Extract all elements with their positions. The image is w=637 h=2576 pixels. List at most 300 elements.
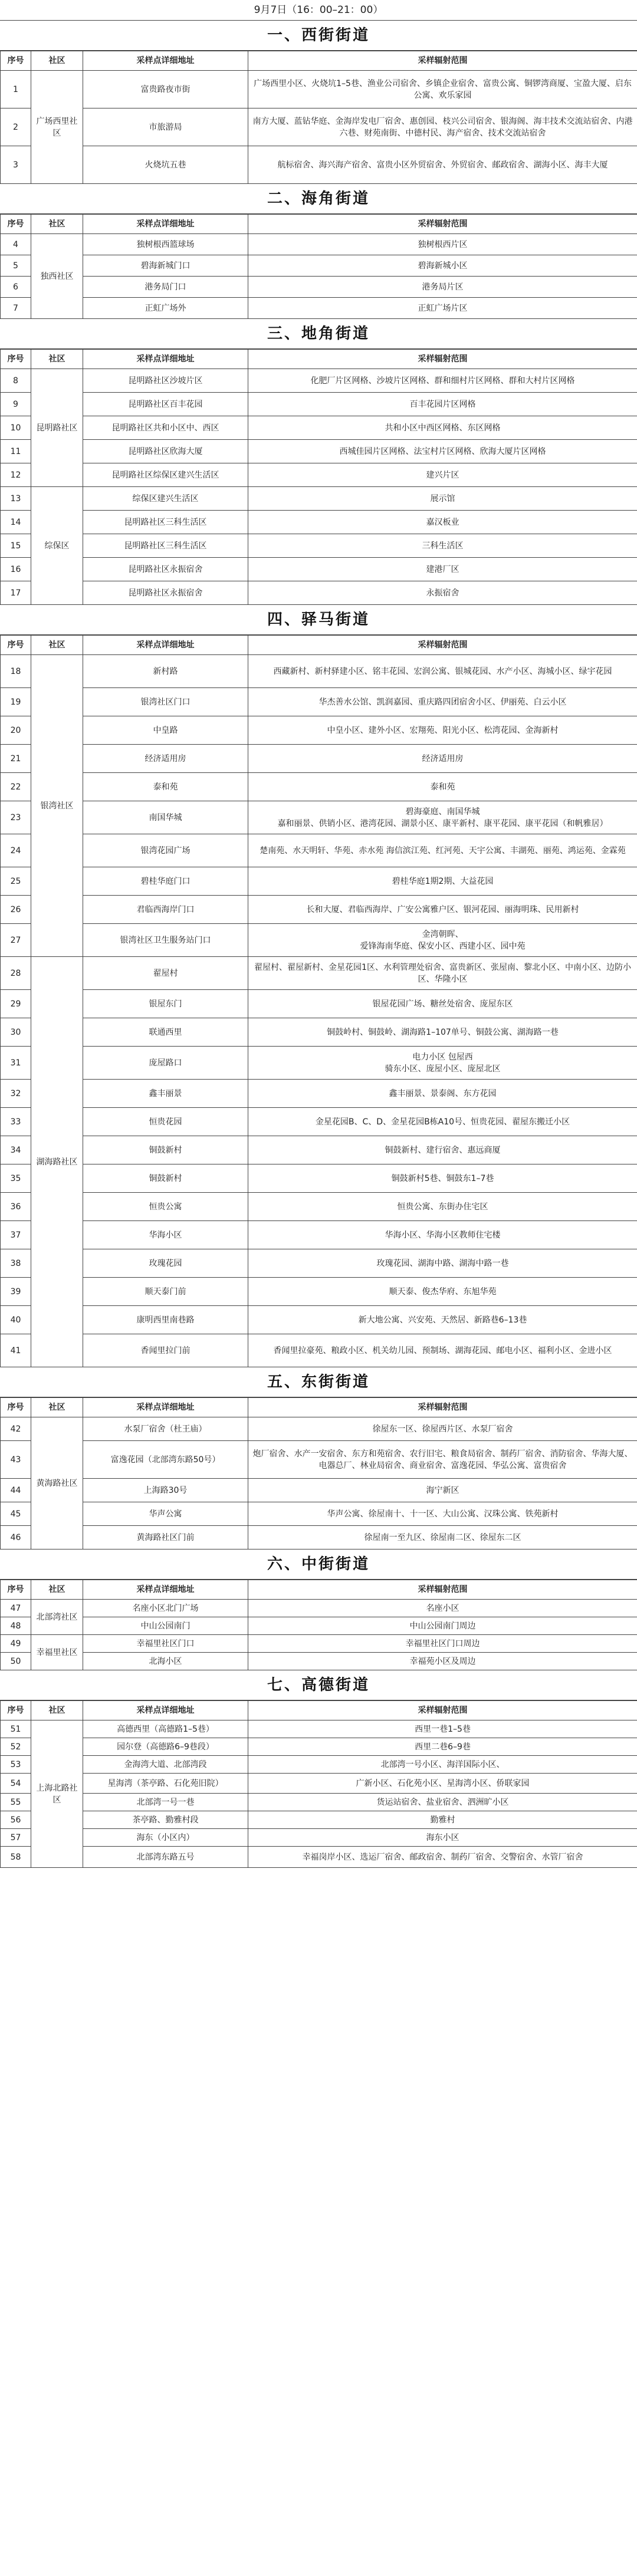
sampling-address: 恒贵公寓 bbox=[83, 1193, 248, 1221]
sampling-address: 翟屋村 bbox=[83, 957, 248, 990]
row-number: 10 bbox=[1, 416, 31, 440]
table-row bbox=[1, 416, 637, 440]
sampling-address: 中山公园南门 bbox=[83, 1617, 248, 1635]
sampling-address: 独树根西篮球场 bbox=[83, 234, 248, 255]
sampling-table bbox=[0, 214, 637, 319]
row-number: 28 bbox=[1, 957, 31, 990]
row-number: 15 bbox=[1, 534, 31, 558]
header-no: 序号 bbox=[1, 350, 31, 369]
header-row bbox=[1, 1580, 637, 1600]
sampling-range: 翟屋村、翟屋新村、金星花园1区、水利管理处宿舍、富贵新区、张屋南、黎北小区、中南小区、边防小区、华隆小区 bbox=[248, 957, 637, 990]
sampling-range: 独树根西片区 bbox=[248, 234, 637, 255]
sampling-address: 高德西里（高德路1–5巷） bbox=[83, 1720, 248, 1738]
sampling-range: 金星花园B、C、D、金星花园B栋A10号、恒贵花园、翟屋东搬迁小区 bbox=[248, 1108, 637, 1136]
table-row bbox=[1, 1794, 637, 1811]
sampling-address: 港务局门口 bbox=[83, 277, 248, 298]
sampling-range: 海东小区 bbox=[248, 1829, 637, 1847]
table-row bbox=[1, 1653, 637, 1670]
row-number: 58 bbox=[1, 1847, 31, 1868]
header-no: 序号 bbox=[1, 636, 31, 655]
sampling-address: 昆明路社区沙坡片区 bbox=[83, 369, 248, 393]
row-number: 52 bbox=[1, 1738, 31, 1756]
table-row bbox=[1, 1600, 637, 1617]
sampling-address: 玫瑰花园 bbox=[83, 1249, 248, 1278]
sampling-range: 顺天泰、俊杰华府、东旭华苑 bbox=[248, 1278, 637, 1306]
header-no: 序号 bbox=[1, 1398, 31, 1417]
table-header bbox=[1, 350, 637, 369]
sampling-table bbox=[0, 349, 637, 605]
row-number: 32 bbox=[1, 1080, 31, 1108]
header-community: 社区 bbox=[31, 636, 83, 655]
row-number: 43 bbox=[1, 1441, 31, 1479]
sampling-address: 香闻里拉门前 bbox=[83, 1334, 248, 1367]
community-cell: 银湾社区 bbox=[31, 655, 83, 957]
sampling-range: 正虹广场片区 bbox=[248, 298, 637, 319]
sampling-range: 长和大厦、君临西海岸、广安公寓雅户区、银河花园、丽海明珠、民用新村 bbox=[248, 896, 637, 924]
sampling-address: 上海路30号 bbox=[83, 1479, 248, 1502]
sampling-address: 南国华城 bbox=[83, 801, 248, 834]
row-number: 25 bbox=[1, 867, 31, 896]
sampling-address: 经济适用房 bbox=[83, 745, 248, 773]
header-community: 社区 bbox=[31, 51, 83, 71]
table-row bbox=[1, 277, 637, 298]
row-number: 49 bbox=[1, 1635, 31, 1653]
header-range: 采样辐射范围 bbox=[248, 215, 637, 234]
sampling-address: 园尔登（高德路6–9巷段） bbox=[83, 1738, 248, 1756]
table-row bbox=[1, 255, 637, 277]
sampling-range: 华海小区、华海小区教师住宅楼 bbox=[248, 1221, 637, 1249]
sampling-range: 金湾朝晖、 爱锋海南华庭、保安小区、西建小区、园中苑 bbox=[248, 924, 637, 957]
sampling-address: 昆明路社区三科生活区 bbox=[83, 511, 248, 534]
header-row bbox=[1, 51, 637, 71]
table-row bbox=[1, 298, 637, 319]
row-number: 19 bbox=[1, 688, 31, 716]
row-number: 22 bbox=[1, 773, 31, 801]
table-row bbox=[1, 1847, 637, 1868]
sampling-table bbox=[0, 635, 637, 1367]
sampling-range: 碧海豪庭、南国华城 嘉和丽景、供销小区、港湾花园、湖景小区、康平新村、康平花园、康平花园（和帆雅居） bbox=[248, 801, 637, 834]
header-community: 社区 bbox=[31, 350, 83, 369]
community-cell: 湖海路社区 bbox=[31, 957, 83, 1367]
sampling-address: 昆明路社区共和小区中、西区 bbox=[83, 416, 248, 440]
sampling-range: 碧桂华庭1期2期、大益花园 bbox=[248, 867, 637, 896]
sampling-address: 幸福里社区门口 bbox=[83, 1635, 248, 1653]
table-header bbox=[1, 1701, 637, 1720]
row-number: 44 bbox=[1, 1479, 31, 1502]
table-row bbox=[1, 834, 637, 867]
header-address: 采样点详细地址 bbox=[83, 1580, 248, 1600]
header-community: 社区 bbox=[31, 1580, 83, 1600]
sampling-address: 富逸花园（北部湾东路50号） bbox=[83, 1441, 248, 1479]
row-number: 55 bbox=[1, 1794, 31, 1811]
table-row bbox=[1, 1334, 637, 1367]
sampling-address: 昆明路社区欣海大厦 bbox=[83, 440, 248, 463]
row-number: 38 bbox=[1, 1249, 31, 1278]
sampling-range: 建港厂区 bbox=[248, 558, 637, 581]
sampling-address: 碧桂华庭门口 bbox=[83, 867, 248, 896]
row-number: 9 bbox=[1, 393, 31, 416]
sampling-range: 碧海新城小区 bbox=[248, 255, 637, 277]
sampling-range: 香闻里拉豪苑、粮政小区、机关幼儿园、预制场、湖海花园、邮电小区、福利小区、金进小区 bbox=[248, 1334, 637, 1367]
table-row bbox=[1, 1441, 637, 1479]
sampling-range: 嘉汉板业 bbox=[248, 511, 637, 534]
table-row bbox=[1, 716, 637, 745]
sections-container bbox=[0, 21, 637, 1868]
table-row bbox=[1, 440, 637, 463]
sampling-range: 百丰花园片区网格 bbox=[248, 393, 637, 416]
table-row bbox=[1, 1136, 637, 1164]
sampling-range: 南方大厦、蓝钻华庭、金海岸发电厂宿舍、惠创园、枝兴公司宿舍、银海阁、海丰技术交流站宿舍、内港六巷、财苑南街、中德村民、海产宿舍、技术交流站宿舍 bbox=[248, 108, 637, 146]
community-cell: 独西社区 bbox=[31, 234, 83, 319]
row-number: 31 bbox=[1, 1047, 31, 1080]
sampling-address: 昆明路社区永振宿舍 bbox=[83, 558, 248, 581]
table-row bbox=[1, 581, 637, 605]
sampling-range: 华杰善水公馆、凯润嘉园、重庆路四团宿舍小区、伊丽苑、白云小区 bbox=[248, 688, 637, 716]
row-number: 21 bbox=[1, 745, 31, 773]
sampling-address: 联通西里 bbox=[83, 1018, 248, 1047]
sampling-range: 中山公园南门周边 bbox=[248, 1617, 637, 1635]
row-number: 4 bbox=[1, 234, 31, 255]
table-row bbox=[1, 1526, 637, 1549]
row-number: 46 bbox=[1, 1526, 31, 1549]
sampling-range: 海宁新区 bbox=[248, 1479, 637, 1502]
header-address: 采样点详细地址 bbox=[83, 1701, 248, 1720]
sampling-address: 北部湾东路五号 bbox=[83, 1847, 248, 1868]
header-range: 采样辐射范围 bbox=[248, 1701, 637, 1720]
sampling-table bbox=[0, 1397, 637, 1549]
row-number: 33 bbox=[1, 1108, 31, 1136]
row-number: 41 bbox=[1, 1334, 31, 1367]
sampling-range: 楚南苑、水天明轩、华苑、赤水苑 海信滨江苑、红河苑、天宇公寓、丰湖苑、丽苑、鸿运苑、金霖苑 bbox=[248, 834, 637, 867]
sampling-address: 昆明路社区三科生活区 bbox=[83, 534, 248, 558]
table-row bbox=[1, 773, 637, 801]
sampling-range: 铜鼓岭村、铜鼓岭、湖海路1–107单号、铜鼓公寓、湖海路一巷 bbox=[248, 1018, 637, 1047]
sampling-address: 茶亭路、勤雅村段 bbox=[83, 1811, 248, 1829]
table-row bbox=[1, 1080, 637, 1108]
sampling-range: 化肥厂片区网格、沙坡片区网格、群和细村片区网格、群和大村片区网格 bbox=[248, 369, 637, 393]
section-title: 四、驿马街道 bbox=[0, 605, 637, 635]
row-number: 13 bbox=[1, 487, 31, 511]
sampling-range: 徐屋东一区、徐屋西片区、水泵厂宿舍 bbox=[248, 1417, 637, 1441]
table-row bbox=[1, 990, 637, 1018]
section-title: 七、高德街道 bbox=[0, 1670, 637, 1700]
row-number: 30 bbox=[1, 1018, 31, 1047]
section-title: 三、地角街道 bbox=[0, 319, 637, 349]
community-cell: 昆明路社区 bbox=[31, 369, 83, 487]
sampling-range: 炮厂宿舍、水产一安宿舍、东方和苑宿舍、农行旧宅、粮食局宿舍、制药厂宿舍、消防宿舍、华海大厦、电器总厂、林业局宿舍、商业宿舍、富逸花园、华弘公寓、富贵宿舍 bbox=[248, 1441, 637, 1479]
sampling-address: 综保区建兴生活区 bbox=[83, 487, 248, 511]
sampling-address: 庞屋路口 bbox=[83, 1047, 248, 1080]
sampling-range: 永振宿舍 bbox=[248, 581, 637, 605]
table-row bbox=[1, 1249, 637, 1278]
sampling-address: 银屋东门 bbox=[83, 990, 248, 1018]
sampling-table bbox=[0, 1580, 637, 1670]
row-number: 53 bbox=[1, 1756, 31, 1774]
row-number: 50 bbox=[1, 1653, 31, 1670]
sampling-address: 银湾社区门口 bbox=[83, 688, 248, 716]
table-row bbox=[1, 867, 637, 896]
row-number: 47 bbox=[1, 1600, 31, 1617]
header-address: 采样点详细地址 bbox=[83, 51, 248, 71]
table-row bbox=[1, 108, 637, 146]
table-body bbox=[1, 369, 637, 605]
header-address: 采样点详细地址 bbox=[83, 636, 248, 655]
row-number: 14 bbox=[1, 511, 31, 534]
row-number: 34 bbox=[1, 1136, 31, 1164]
table-body bbox=[1, 234, 637, 319]
table-row bbox=[1, 655, 637, 688]
sampling-address: 正虹广场外 bbox=[83, 298, 248, 319]
table-header bbox=[1, 1398, 637, 1417]
sampling-range: 恒贵公寓、东街办住宅区 bbox=[248, 1193, 637, 1221]
community-cell: 北部湾社区 bbox=[31, 1600, 83, 1635]
header-community: 社区 bbox=[31, 1398, 83, 1417]
row-number: 40 bbox=[1, 1306, 31, 1334]
header-range: 采样辐射范围 bbox=[248, 636, 637, 655]
header-address: 采样点详细地址 bbox=[83, 350, 248, 369]
table-row bbox=[1, 369, 637, 393]
sampling-address: 北海小区 bbox=[83, 1653, 248, 1670]
table-row bbox=[1, 924, 637, 957]
sampling-range: 西里二巷6–9巷 bbox=[248, 1738, 637, 1756]
sampling-range: 广场西里小区、火烧坑1–5巷、渔业公司宿舍、乡镇企业宿舍、富贵公寓、铜锣湾商厦、宝盈大厦、启东公寓、欢乐家园 bbox=[248, 71, 637, 108]
header-row bbox=[1, 636, 637, 655]
table-row bbox=[1, 688, 637, 716]
sampling-range: 徐屋南一至九区、徐屋南二区、徐屋东二区 bbox=[248, 1526, 637, 1549]
row-number: 12 bbox=[1, 463, 31, 487]
table-row bbox=[1, 1164, 637, 1193]
sampling-range: 铜鼓新村、建行宿舍、惠远商厦 bbox=[248, 1136, 637, 1164]
sampling-address: 华声公寓 bbox=[83, 1502, 248, 1526]
table-row bbox=[1, 534, 637, 558]
row-number: 37 bbox=[1, 1221, 31, 1249]
table-row bbox=[1, 1221, 637, 1249]
table-header bbox=[1, 636, 637, 655]
header-community: 社区 bbox=[31, 1701, 83, 1720]
sampling-range: 货运站宿舍、盐业宿舍、泗洲旷小区 bbox=[248, 1794, 637, 1811]
table-row bbox=[1, 234, 637, 255]
sampling-range: 西里一巷1–5巷 bbox=[248, 1720, 637, 1738]
row-number: 1 bbox=[1, 71, 31, 108]
table-header bbox=[1, 51, 637, 71]
sampling-address: 名座小区北门广场 bbox=[83, 1600, 248, 1617]
table-row bbox=[1, 745, 637, 773]
header-range: 采样辐射范围 bbox=[248, 51, 637, 71]
row-number: 18 bbox=[1, 655, 31, 688]
row-number: 48 bbox=[1, 1617, 31, 1635]
header-row bbox=[1, 1398, 637, 1417]
header-no: 序号 bbox=[1, 1701, 31, 1720]
table-row bbox=[1, 487, 637, 511]
sampling-address: 银湾花园广场 bbox=[83, 834, 248, 867]
row-number: 51 bbox=[1, 1720, 31, 1738]
sampling-address: 昆明路社区百丰花园 bbox=[83, 393, 248, 416]
sampling-range: 共和小区中西区网格、东区网格 bbox=[248, 416, 637, 440]
sampling-address: 昆明路社区永振宿舍 bbox=[83, 581, 248, 605]
sampling-range: 展示馆 bbox=[248, 487, 637, 511]
row-number: 6 bbox=[1, 277, 31, 298]
sampling-address: 火烧坑五巷 bbox=[83, 146, 248, 184]
table-body bbox=[1, 71, 637, 184]
row-number: 5 bbox=[1, 255, 31, 277]
table-row bbox=[1, 463, 637, 487]
sampling-range: 新大地公寓、兴安苑、天然居、新路巷6–13巷 bbox=[248, 1306, 637, 1334]
sampling-range: 建兴片区 bbox=[248, 463, 637, 487]
table-row bbox=[1, 1047, 637, 1080]
table-row bbox=[1, 511, 637, 534]
sampling-address: 银湾社区卫生服务站门口 bbox=[83, 924, 248, 957]
row-number: 35 bbox=[1, 1164, 31, 1193]
row-number: 7 bbox=[1, 298, 31, 319]
row-number: 3 bbox=[1, 146, 31, 184]
section-title: 一、西街街道 bbox=[0, 21, 637, 51]
sampling-address: 市旅游局 bbox=[83, 108, 248, 146]
sampling-address: 鑫丰丽景 bbox=[83, 1080, 248, 1108]
row-number: 26 bbox=[1, 896, 31, 924]
table-row bbox=[1, 71, 637, 108]
sampling-address: 碧海新城门口 bbox=[83, 255, 248, 277]
sampling-range: 经济适用房 bbox=[248, 745, 637, 773]
table-row bbox=[1, 1738, 637, 1756]
sampling-address: 顺天泰门前 bbox=[83, 1278, 248, 1306]
sampling-address: 君临西海岸门口 bbox=[83, 896, 248, 924]
table-row bbox=[1, 1617, 637, 1635]
table-row bbox=[1, 957, 637, 990]
table-header bbox=[1, 1580, 637, 1600]
sampling-range: 玫瑰花园、湖海中路、湖海中路一巷 bbox=[248, 1249, 637, 1278]
row-number: 56 bbox=[1, 1811, 31, 1829]
table-row bbox=[1, 896, 637, 924]
sampling-address: 铜鼓新村 bbox=[83, 1164, 248, 1193]
row-number: 17 bbox=[1, 581, 31, 605]
row-number: 54 bbox=[1, 1774, 31, 1794]
sampling-table bbox=[0, 51, 637, 184]
sampling-range: 勤雅村 bbox=[248, 1811, 637, 1829]
sampling-address: 黄海路社区门前 bbox=[83, 1526, 248, 1549]
table-row bbox=[1, 1278, 637, 1306]
table-row bbox=[1, 1018, 637, 1047]
table-body bbox=[1, 1720, 637, 1868]
row-number: 27 bbox=[1, 924, 31, 957]
community-cell: 综保区 bbox=[31, 487, 83, 605]
table-row bbox=[1, 146, 637, 184]
sampling-range: 银屋花园广场、糖丝处宿舍、庞屋东区 bbox=[248, 990, 637, 1018]
table-row bbox=[1, 1417, 637, 1441]
table-row bbox=[1, 1193, 637, 1221]
community-cell: 黄海路社区 bbox=[31, 1417, 83, 1549]
sampling-range: 西城佳园片区网格、法宝村片区网格、欣海大厦片区网格 bbox=[248, 440, 637, 463]
community-cell: 广场西里社区 bbox=[31, 71, 83, 184]
sampling-range: 中皇小区、建外小区、宏翔苑、阳光小区、松湾花园、金海新村 bbox=[248, 716, 637, 745]
header-no: 序号 bbox=[1, 51, 31, 71]
header-no: 序号 bbox=[1, 1580, 31, 1600]
header-address: 采样点详细地址 bbox=[83, 215, 248, 234]
sampling-address: 康明西里南巷路 bbox=[83, 1306, 248, 1334]
table-row bbox=[1, 801, 637, 834]
sampling-range: 名座小区 bbox=[248, 1600, 637, 1617]
section-title: 二、海角街道 bbox=[0, 184, 637, 214]
header-row bbox=[1, 1701, 637, 1720]
row-number: 23 bbox=[1, 801, 31, 834]
sampling-range: 幸福岗岸小区、选运厂宿舍、邮政宿舍、制药厂宿舍、交警宿舍、水管厂宿舍 bbox=[248, 1847, 637, 1868]
sampling-range: 鑫丰丽景、景泰阁、东方花园 bbox=[248, 1080, 637, 1108]
sampling-range: 铜鼓新村5巷、铜鼓东1–7巷 bbox=[248, 1164, 637, 1193]
sampling-address: 金海湾大道、北部湾段 bbox=[83, 1756, 248, 1774]
community-cell: 幸福里社区 bbox=[31, 1635, 83, 1670]
table-row bbox=[1, 1479, 637, 1502]
section-title: 六、中街街道 bbox=[0, 1549, 637, 1580]
header-row bbox=[1, 215, 637, 234]
row-number: 8 bbox=[1, 369, 31, 393]
header-no: 序号 bbox=[1, 215, 31, 234]
community-cell: 上海北路社区 bbox=[31, 1720, 83, 1868]
sampling-range: 华声公寓、徐屋南十、十一区、大山公寓、汉珠公寓、铁苑新村 bbox=[248, 1502, 637, 1526]
sampling-range: 北部湾一号小区、海洋国际小区、 bbox=[248, 1756, 637, 1774]
sampling-range: 电力小区 包屋西 骑东小区、庞屋小区、庞屋北区 bbox=[248, 1047, 637, 1080]
sampling-range: 港务局片区 bbox=[248, 277, 637, 298]
row-number: 2 bbox=[1, 108, 31, 146]
sampling-table bbox=[0, 1700, 637, 1868]
table-row bbox=[1, 393, 637, 416]
table-row bbox=[1, 1811, 637, 1829]
row-number: 42 bbox=[1, 1417, 31, 1441]
row-number: 45 bbox=[1, 1502, 31, 1526]
sampling-address: 华海小区 bbox=[83, 1221, 248, 1249]
table-row bbox=[1, 1306, 637, 1334]
row-number: 16 bbox=[1, 558, 31, 581]
section-title: 五、东街街道 bbox=[0, 1367, 637, 1397]
sampling-address: 星海湾（茶亭路、石化苑旧院） bbox=[83, 1774, 248, 1794]
row-number: 20 bbox=[1, 716, 31, 745]
sampling-address: 富贵路夜市街 bbox=[83, 71, 248, 108]
sampling-address: 泰和苑 bbox=[83, 773, 248, 801]
row-number: 57 bbox=[1, 1829, 31, 1847]
table-row bbox=[1, 1720, 637, 1738]
row-number: 24 bbox=[1, 834, 31, 867]
date-title: 9月7日（16：00–21：00） bbox=[0, 0, 637, 21]
sampling-address: 新村路 bbox=[83, 655, 248, 688]
table-row bbox=[1, 1829, 637, 1847]
header-range: 采样辐射范围 bbox=[248, 1398, 637, 1417]
table-body bbox=[1, 1417, 637, 1549]
table-body bbox=[1, 1600, 637, 1670]
header-range: 采样辐射范围 bbox=[248, 350, 637, 369]
table-body bbox=[1, 655, 637, 1367]
table-row bbox=[1, 1502, 637, 1526]
row-number: 39 bbox=[1, 1278, 31, 1306]
sampling-address: 水泵厂宿舍（杜王庙） bbox=[83, 1417, 248, 1441]
sampling-address: 海东（小区内） bbox=[83, 1829, 248, 1847]
table-header bbox=[1, 215, 637, 234]
sampling-range: 幸福里社区门口周边 bbox=[248, 1635, 637, 1653]
sampling-range: 幸福苑小区及周边 bbox=[248, 1653, 637, 1670]
sampling-address: 中皇路 bbox=[83, 716, 248, 745]
row-number: 11 bbox=[1, 440, 31, 463]
sampling-range: 泰和苑 bbox=[248, 773, 637, 801]
header-address: 采样点详细地址 bbox=[83, 1398, 248, 1417]
sampling-range: 三科生活区 bbox=[248, 534, 637, 558]
row-number: 36 bbox=[1, 1193, 31, 1221]
header-community: 社区 bbox=[31, 215, 83, 234]
sampling-range: 广新小区、石化苑小区、星海湾小区、侨联家园 bbox=[248, 1774, 637, 1794]
table-row bbox=[1, 558, 637, 581]
table-row bbox=[1, 1108, 637, 1136]
sampling-address: 恒贵花园 bbox=[83, 1108, 248, 1136]
sampling-address: 铜鼓新村 bbox=[83, 1136, 248, 1164]
sampling-address: 北部湾一号一巷 bbox=[83, 1794, 248, 1811]
sampling-range: 航标宿舍、海兴海产宿舍、富贵小区外贸宿舍、外贸宿舍、邮政宿舍、湖海小区、海丰大厦 bbox=[248, 146, 637, 184]
header-range: 采样辐射范围 bbox=[248, 1580, 637, 1600]
